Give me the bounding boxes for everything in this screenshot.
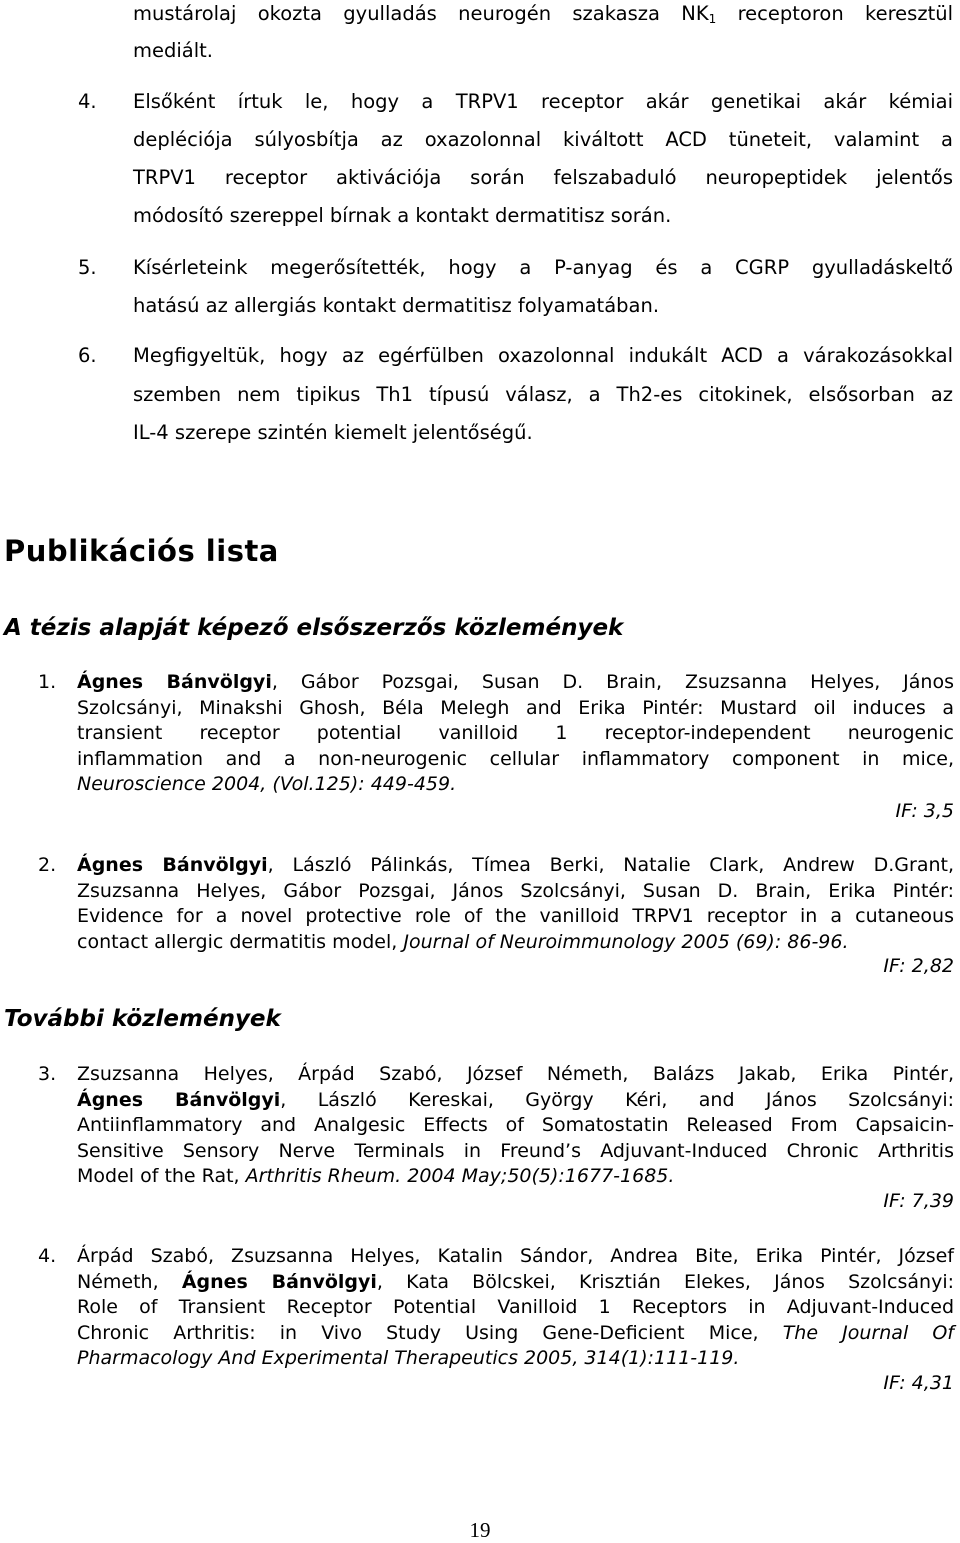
publication-list-heading: Publikációs lista	[4, 534, 279, 568]
finding-4-number: 4.	[78, 90, 97, 113]
publication-line: Evidence for a novel protective role of the vanilloid TRPV1 receptor in a cutaneous	[77, 905, 954, 927]
publication-number: 4.	[38, 1245, 57, 1267]
impact-factor: IF: 4,31	[883, 1372, 954, 1394]
finding-6-line: szemben nem tipikus Th1 típusú válasz, a Th2-es citokinek, elsősorban az	[133, 383, 953, 406]
publication-number: 2.	[38, 854, 57, 876]
impact-factor: IF: 3,5	[895, 800, 954, 822]
impact-factor: IF: 2,82	[883, 955, 954, 977]
publication-number: 3.	[38, 1063, 57, 1085]
publication-line: Role of Transient Receptor Potential Vanilloid 1 Receptors in Adjuvant-Induced	[77, 1296, 954, 1318]
publication-number: 1.	[38, 671, 57, 693]
finding-3-line-2: mediált.	[133, 39, 213, 62]
finding-6-line: IL-4 szerepe szintén kiemelt jelentőségű.	[133, 421, 533, 444]
finding-6-line: Megfigyeltük, hogy az egérfülben oxazolonnal indukált ACD a várakozásokkal	[133, 344, 953, 367]
finding-4-line: depléciója súlyosbítja az oxazolonnal kiváltott ACD tüneteit, valamint a	[133, 128, 953, 151]
publication-line: Ágnes Bánvölgyi, László Pálinkás, Tímea Berki, Natalie Clark, Andrew D.Grant,	[77, 854, 954, 876]
finding-5-line: Kísérleteink megerősítették, hogy a P-anyag és a CGRP gyulladáskeltő	[133, 256, 953, 279]
finding-5-number: 5.	[78, 256, 97, 279]
further-papers-heading: További közlemények	[4, 1006, 281, 1032]
publication-line: Zsuzsanna Helyes, Gábor Pozsgai, János Szolcsányi, Susan D. Brain, Erika Pintér:	[77, 879, 954, 902]
publication-line: Árpád Szabó, Zsuzsanna Helyes, Katalin Sándor, Andrea Bite, Erika Pintér, József	[77, 1245, 954, 1267]
finding-4-line: Elsőként írtuk le, hogy a TRPV1 receptor akár genetikai akár kémiai	[133, 90, 953, 113]
publication-line: Model of the Rat, Arthritis Rheum. 2004 May;50(5):1677-1685.	[77, 1165, 675, 1187]
finding-5-line: hatású az allergiás kontakt dermatitisz folyamatában.	[133, 294, 660, 317]
publication-line: Chronic Arthritis: in Vivo Study Using Gene-Deficient Mice, The Journal Of	[77, 1321, 954, 1344]
publication-line: Sensitive Sensory Nerve Terminals in Freund’s Adjuvant-Induced Chronic Arthritis	[77, 1139, 954, 1162]
publication-line: inflammation and a non-neurogenic cellular inflammatory component in mice,	[77, 747, 954, 770]
publication-line: Szolcsányi, Minakshi Ghosh, Béla Melegh and Erika Pintér: Mustard oil induces a	[77, 696, 954, 719]
thesis-papers-heading: A tézis alapját képező elsőszerzős közlemények	[4, 615, 624, 641]
publication-line: Zsuzsanna Helyes, Árpád Szabó, József Németh, Balázs Jakab, Erika Pintér,	[77, 1063, 954, 1085]
page-number: 19	[469, 1518, 491, 1542]
publication-line: transient receptor potential vanilloid 1 receptor-independent neurogenic	[77, 722, 954, 744]
publication-line: Németh, Ágnes Bánvölgyi, Kata Bölcskei, Krisztián Elekes, János Szolcsányi:	[77, 1270, 955, 1293]
publication-journal: Pharmacology And Experimental Therapeutics 2005, 314(1):111-119.	[77, 1347, 740, 1369]
publication-line: Ágnes Bánvölgyi, Gábor Pozsgai, Susan D. Brain, Zsuzsanna Helyes, János	[77, 671, 954, 693]
publication-journal: Neuroscience 2004, (Vol.125): 449-459.	[77, 773, 457, 795]
publication-line: Ágnes Bánvölgyi, László Kereskai, György Kéri, and János Szolcsányi:	[77, 1088, 955, 1111]
publication-line: contact allergic dermatitis model, Journal of Neuroimmunology 2005 (69): 86-96.	[77, 930, 849, 953]
finding-4-line: módosító szereppel bírnak a kontakt dermatitisz során.	[133, 204, 672, 227]
finding-3-line-1: mustárolaj okozta gyulladás neurogén szakasza $NK_1$ receptoron keresztül	[133, 2, 953, 26]
impact-factor: IF: 7,39	[883, 1190, 954, 1212]
finding-6-number: 6.	[78, 344, 97, 367]
publication-line: Antiinflammatory and Analgesic Effects of Somatostatin Released From Capsaicin-	[77, 1114, 954, 1136]
finding-4-line: TRPV1 receptor aktivációja során felszabaduló neuropeptidek jelentős	[133, 166, 953, 189]
